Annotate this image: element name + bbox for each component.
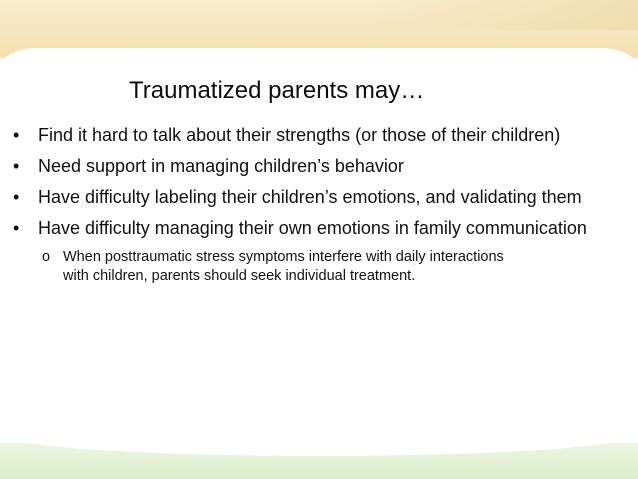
- bullet-marker: •: [13, 218, 20, 238]
- bullet-list: [0, 124, 620, 285]
- bullet-text: Find it hard to talk about their strengths (or those of their children): [38, 125, 561, 145]
- sub-bullet-item: [0, 248, 523, 285]
- bullet-item: [0, 217, 620, 240]
- bullet-text: Have difficulty managing their own emotions in family communication: [38, 218, 587, 238]
- sub-bullet-list: [0, 248, 620, 285]
- sub-bullet-marker: o: [42, 249, 51, 265]
- bullet-item: [0, 155, 620, 178]
- bullet-text: Have difficulty labeling their children’s emotions, and validating them: [38, 187, 582, 207]
- sub-bullet-text: When posttraumatic stress symptoms interfere with daily interactions with children, parents should seek individual treatment.: [63, 249, 504, 284]
- bullet-marker: •: [13, 125, 20, 145]
- bullet-marker: •: [13, 156, 20, 176]
- slide-title: Traumatized parents may…: [129, 77, 425, 104]
- bullet-item: [0, 186, 620, 209]
- bullet-item: [0, 124, 620, 147]
- sub-bullet-container: [0, 248, 620, 285]
- bullet-marker: •: [13, 187, 20, 207]
- bullet-text: Need support in managing children’s behavior: [38, 156, 404, 176]
- top-band-shade: [378, 0, 638, 30]
